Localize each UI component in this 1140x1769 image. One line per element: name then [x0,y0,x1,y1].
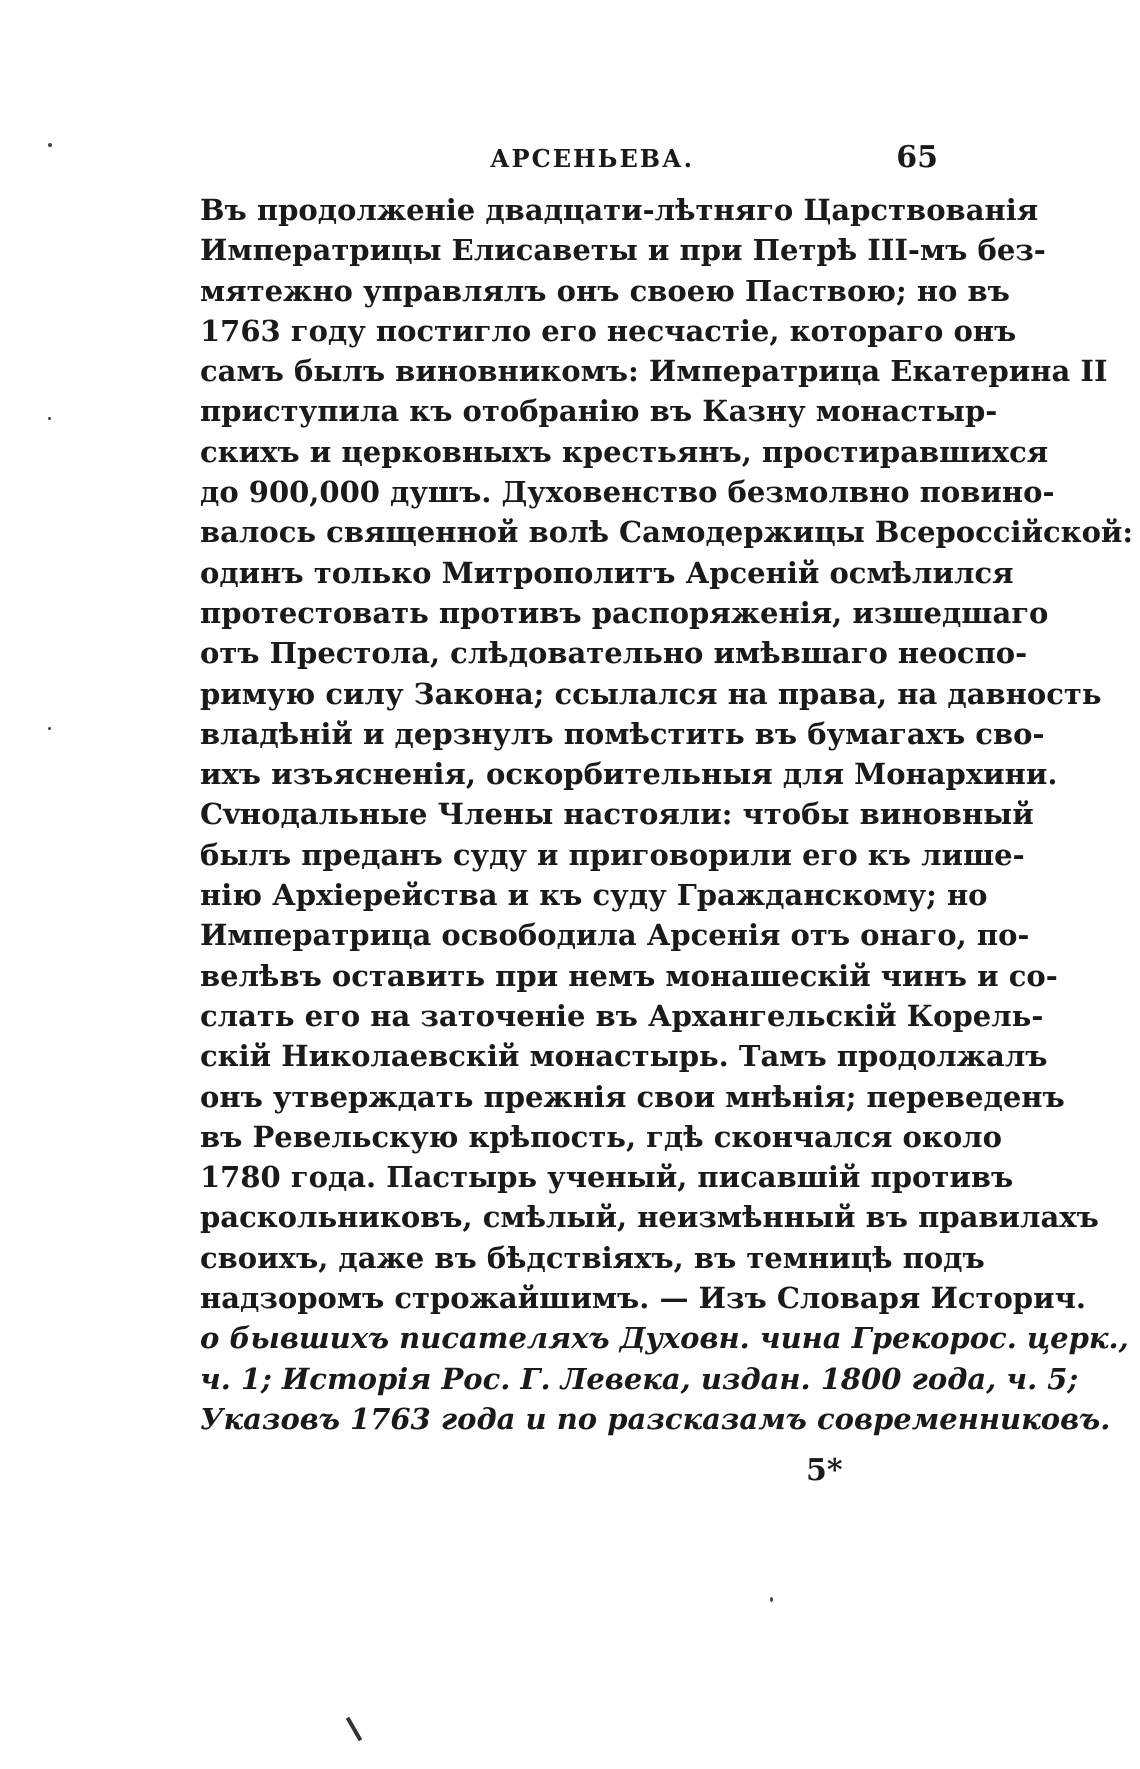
text-line: своихъ, даже въ бѣдствіяхъ, въ темницѣ подъ [200,1240,985,1275]
text-line: нію Архіерейства и къ суду Гражданскому; но [200,878,988,913]
scan-stroke [346,1717,362,1742]
text-line: до 900,000 душъ. Духовенство безмолвно повино- [200,475,1055,510]
text-line: 1780 года. Пастырь ученый, писавшій противъ [200,1160,1014,1195]
scan-speck [48,417,51,420]
citation-line: Указовъ 1763 года и по разсказамъ современниковъ. [200,1401,1111,1436]
text-line: раскольниковъ, смѣлый, неизмѣнный въ правилахъ [200,1200,1099,1235]
body-text [200,190,1134,1439]
page-number: 65 [896,140,938,175]
text-line: скихъ и церковныхъ крестьянъ, простиравшихся [200,434,1049,469]
scan-speck [770,1597,773,1602]
page-header [200,140,938,180]
text-line: надзоромъ строжайшимъ. — Изъ Словаря Историч. [200,1281,1086,1316]
text-line: слать его на заточеніе въ Архангельскій Корель- [200,998,1044,1033]
text-line: валось священной волѣ Самодержицы Всероссійской: [200,515,1134,550]
scan-speck [48,727,51,730]
text-line: Императрицы Елисаветы и при Петрѣ III-мъ без- [200,233,1046,268]
text-line: владѣній и дерзнулъ помѣстить въ бумагахъ сво- [200,716,1045,751]
text-line: самъ былъ виновникомъ: Императрица Екатерина II [200,354,1108,389]
text-line: скій Николаевскій монастырь. Тамъ продолжалъ [200,1039,1048,1074]
text-line: одинъ только Митрополитъ Арсеній осмѣлился [200,555,1014,590]
text-line: приступила къ отобранію въ Казну монастыр- [200,394,998,429]
text-line: 1763 году постигло его несчастіе, котораго онъ [200,313,1017,348]
text-line: протестовать противъ распоряженія, изшедшаго [200,595,1049,630]
running-head: АРСЕНЬЕВА. [490,144,694,173]
text-line: велѣвъ оставить при немъ монашескій чинъ и со- [200,958,1058,993]
scan-speck [48,143,52,147]
text-line: ихъ изъясненія, оскорбительныя для Монархини. [200,757,1058,792]
citation-line: о бывшихъ писателяхъ Духовн. чина Грекорос. церк., [200,1321,1129,1356]
text-line: Императрица освободила Арсенія отъ онаго, по- [200,918,1030,953]
citation-line: ч. 1; Исторія Рос. Г. Левека, издан. 1800 года, ч. 5; [200,1361,1079,1396]
text-line: мятежно управлялъ онъ своею Паствою; но въ [200,273,1010,308]
signature-mark: 5* [806,1453,843,1488]
text-line: отъ Престола, слѣдовательно имѣвшаго неоспо- [200,636,1028,671]
text-line: онъ утверждать прежнія свои мнѣнія; переведенъ [200,1079,1065,1114]
text-line: въ Ревельскую крѣпость, гдѣ скончался около [200,1119,1002,1154]
text-line: былъ преданъ суду и приговорили его къ лише- [200,837,1025,872]
text-line: Сvнодальные Члены настояли: чтобы виновный [200,797,1034,832]
text-line: римую силу Закона; ссылался на права, на давность [200,676,1102,711]
text-line: Въ продолженіе двадцати-лѣтняго Царствованія [200,193,1039,227]
